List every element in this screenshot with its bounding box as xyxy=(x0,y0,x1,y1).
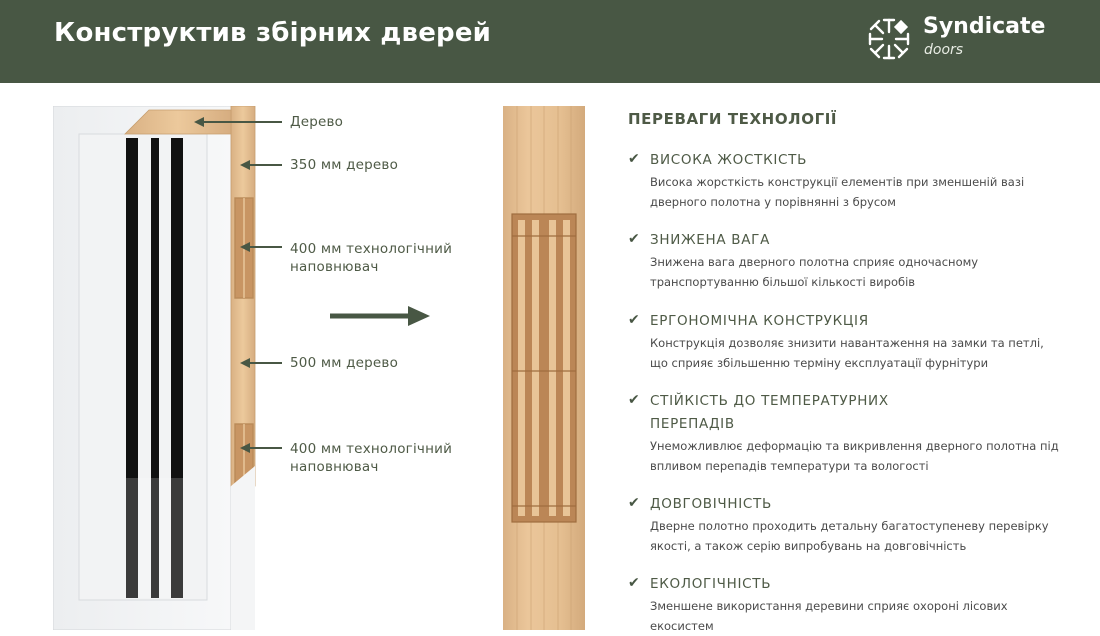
snowflake-asterisk-icon xyxy=(866,16,912,62)
page-title: Конструктив збірних дверей xyxy=(54,18,492,48)
check-icon: ✔ xyxy=(628,495,640,511)
benefit-description: Знижена вага дверного полотна сприяє одночасному транспортуванню більшої кількості виробів xyxy=(650,255,979,289)
benefit-item xyxy=(628,573,1068,636)
benefit-title: ЗНИЖЕНА ВАГА xyxy=(650,232,771,248)
brand-name: Syndicate xyxy=(923,14,1046,39)
benefit-title: ДОВГОВІЧНІСТЬ xyxy=(650,496,772,512)
benefit-item xyxy=(628,493,1068,556)
callout-label: 400 мм технологічний наповнювач xyxy=(290,241,453,275)
benefit-description: Дверне полотно проходить детальну багатоступеневу перевірку якості, а також серію випробувань на довговічність xyxy=(650,519,1049,553)
check-icon: ✔ xyxy=(628,575,640,591)
frame-cross-section-illustration xyxy=(503,106,585,630)
benefit-description: Висока жорсткість конструкції елементів при зменшеній вазі дверного полотна у порівнянні з брусом xyxy=(650,175,1025,209)
benefit-description: Зменшене використання деревини сприяє охороні лісових екосистем xyxy=(650,599,1008,633)
brand-logo[interactable] xyxy=(866,14,1066,64)
benefit-title: ЕКОЛОГІЧНІСТЬ xyxy=(650,576,772,592)
right-arrow-icon xyxy=(328,304,432,328)
benefit-item xyxy=(628,149,1068,212)
callout-arrows xyxy=(190,110,290,460)
callout-label: Дерево xyxy=(290,114,344,130)
check-icon: ✔ xyxy=(628,231,640,247)
callout-label: 500 мм дерево xyxy=(290,355,399,371)
benefit-title: СТІЙКІСТЬ ДО ТЕМПЕРАТУРНИХ ПЕРЕПАДІВ xyxy=(650,393,889,432)
brand-subtitle: doors xyxy=(924,42,964,58)
benefit-item xyxy=(628,310,1068,373)
benefit-item xyxy=(628,229,1068,292)
check-icon: ✔ xyxy=(628,392,640,408)
check-icon: ✔ xyxy=(628,151,640,167)
callout-label: 350 мм дерево xyxy=(290,157,399,173)
benefit-item xyxy=(628,390,1068,476)
benefit-title: ВИСОКА ЖОСТКІСТЬ xyxy=(650,152,808,168)
header-bar xyxy=(0,0,1100,83)
check-icon: ✔ xyxy=(628,312,640,328)
callout-label: 400 мм технологічний наповнювач xyxy=(290,441,453,475)
section-title: ПЕРЕВАГИ ТЕХНОЛОГІЇ xyxy=(628,110,838,128)
benefit-title: ЕРГОНОМІЧНА КОНСТРУКЦІЯ xyxy=(650,313,869,329)
benefit-description: Унеможливлює деформацію та викривлення дверного полотна під впливом перепадів температури та вологості xyxy=(650,439,1059,473)
benefit-description: Конструкція дозволяє знизити навантаження на замки та петлі, що сприяє збільшенню терміну експлуатації фурнітури xyxy=(650,336,1044,370)
